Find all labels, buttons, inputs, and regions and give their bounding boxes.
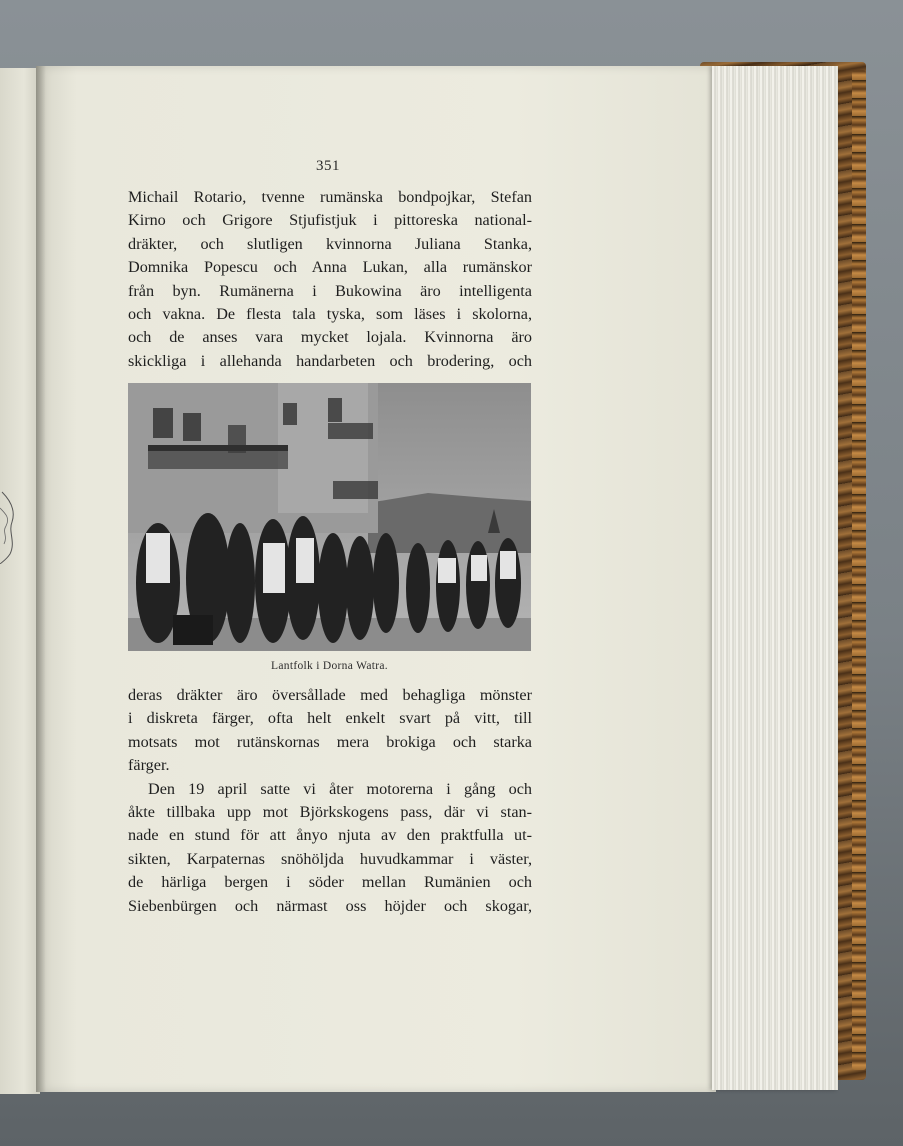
- photo-villagers: [128, 383, 531, 651]
- text-line: Domnika Popescu och Anna Lukan, alla rumänskor: [128, 258, 532, 277]
- text-line: åkte tillbaka upp mot Björkskogens pass, där vi stan-: [128, 802, 532, 821]
- page-stack-edge: [712, 66, 838, 1090]
- page-gutter-shadow: [36, 66, 46, 1092]
- text-line: i diskreta färger, ofta helt enkelt svart på vitt, till: [128, 709, 532, 728]
- text-line: motsats mot rutänskornas mera brokiga och starka: [128, 732, 532, 751]
- text-line: Den 19 april satte vi åter motorerna i gång och: [148, 779, 532, 798]
- text-line: dräkter, och slutligen kvinnorna Juliana Stanka,: [128, 234, 532, 253]
- paragraph-top: [128, 186, 532, 373]
- text-line: och vakna. De flesta tala tyska, som läses i skolorna,: [128, 304, 532, 323]
- ornament-icon: [0, 488, 18, 564]
- page-number: 351: [316, 158, 340, 174]
- text-line: nade en stund för att ånyo njuta av den praktfulla ut-: [128, 826, 532, 845]
- left-page-edge: [0, 68, 40, 1094]
- text-line: Kirno och Grigore Stjufistjuk i pittoreska national-: [128, 211, 532, 230]
- photo-caption: Lantfolk i Dorna Watra.: [271, 660, 388, 672]
- text-line: sikten, Karpaternas snöhöljda huvudkammar i väster,: [128, 849, 532, 868]
- text-line: färger.: [128, 756, 170, 775]
- book-spine-edge: [852, 70, 866, 1070]
- text-line: och de anses vara mycket lojala. Kvinnorna äro: [128, 328, 532, 347]
- text-line: från byn. Rumänerna i Bukowina äro intelligenta: [128, 281, 532, 300]
- paragraph-bottom: [128, 684, 532, 918]
- text-line: de härliga bergen i söder mellan Rumänien och: [128, 873, 532, 892]
- text-line: Siebenbürgen och närmast oss höjder och skogar,: [128, 896, 532, 915]
- text-line: skickliga i allehanda handarbeten och brodering, och: [128, 351, 532, 370]
- text-line: deras dräkter äro översållade med behagliga mönster: [128, 686, 532, 704]
- text-line: Michail Rotario, tvenne rumänska bondpojkar, Stefan: [128, 188, 532, 206]
